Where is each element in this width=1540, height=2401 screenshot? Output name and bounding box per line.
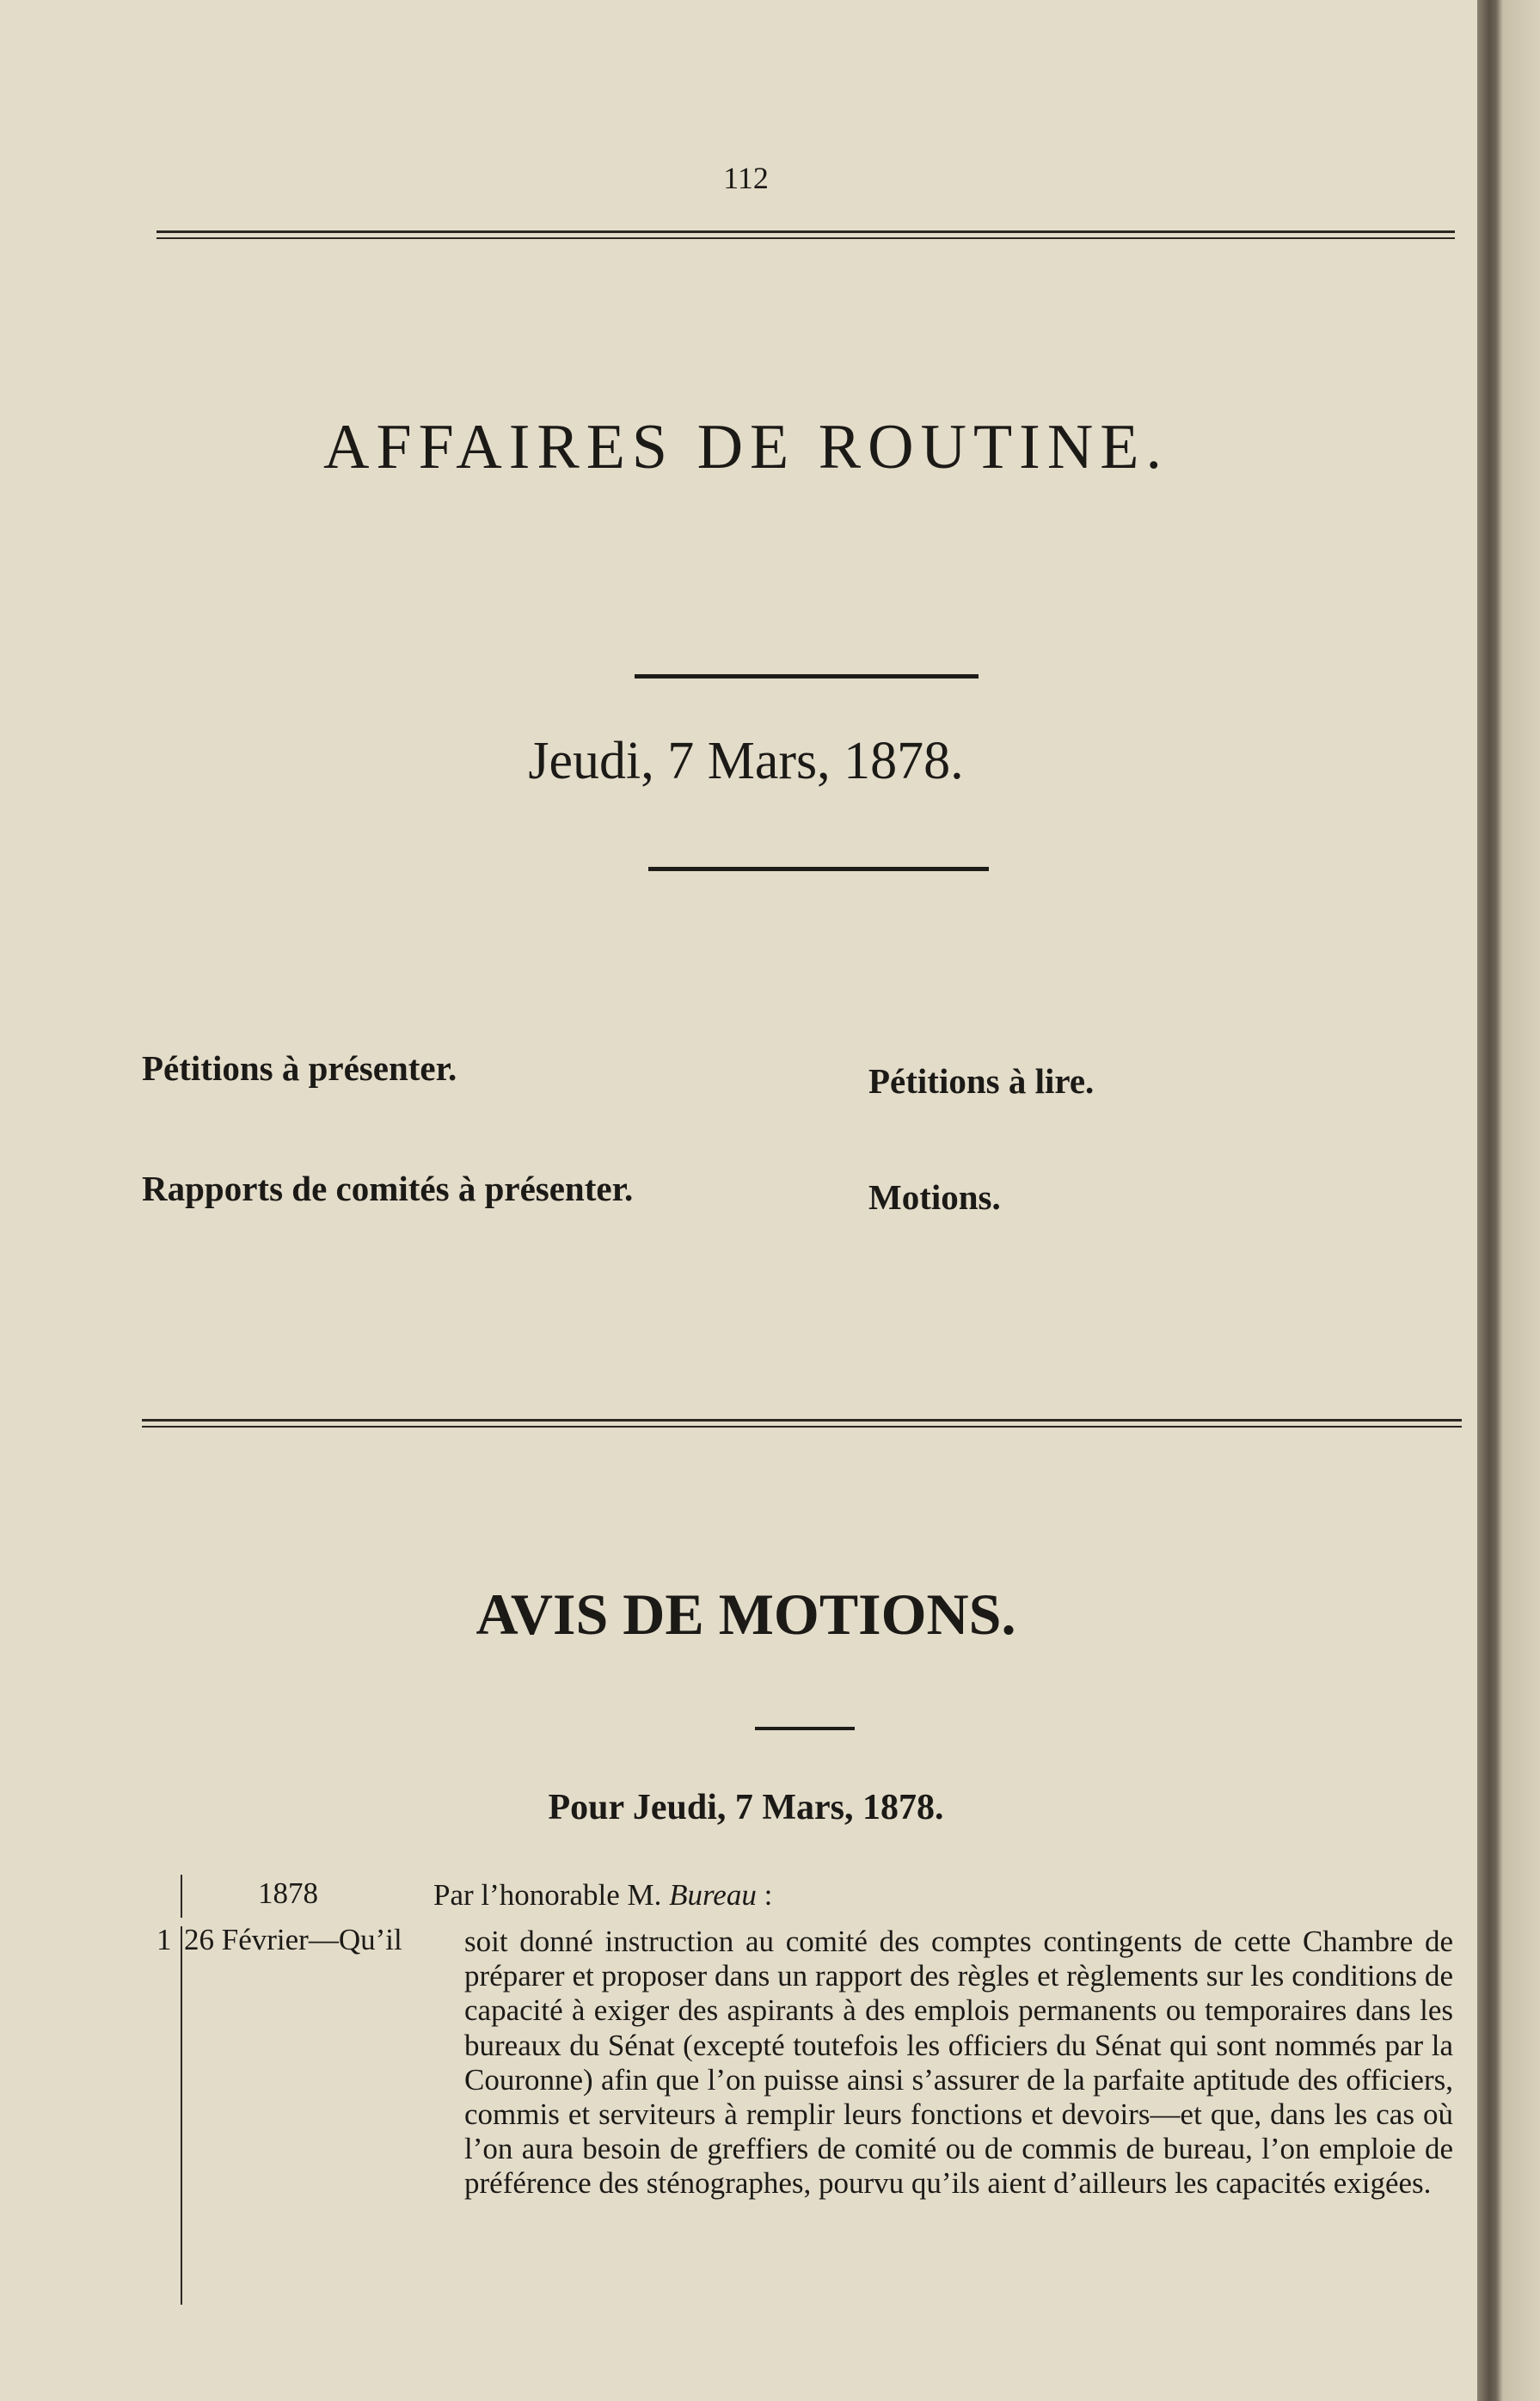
motion-text: soit donné instruction au comité des comptes contingents de cette Chambre de préparer et proposer dans un rapport des règles et règlements sur les conditions de capacité à exiger des aspirants à des emplois permanents ou temporaires dans les bureaux du Sénat (excepté toutefois les officiers du Sénat qui sont nommés par la Couronne) afin que l’on puisse ainsi s’assurer de la parfaite aptitude des officiers, commis et serviteurs à remplir leurs fonctions et devoirs—et que, dans les cas où l’on aura besoin de greffiers de comité ou de commis de bureau, l’on emploie de préférence des sténographes, pourvu qu’ils aient d’ailleurs les capacités exigées. xyxy=(464,1925,1453,2201)
margin-column-line xyxy=(181,1926,182,2305)
routine-item-petitions-presenter: Pétitions à présenter. xyxy=(142,1048,457,1088)
top-double-rule xyxy=(156,230,1455,233)
mover-name: Bureau xyxy=(669,1878,757,1912)
date-heading: Jeudi, 7 Mars, 1878. xyxy=(528,732,964,790)
divider-rule xyxy=(648,867,989,871)
motion-date: 26 Février—Qu’il xyxy=(184,1923,402,1956)
header-title: AFFAIRES DE ROUTINE. xyxy=(323,412,1169,482)
page-number: 112 xyxy=(723,161,769,195)
for-date-heading: Pour Jeudi, 7 Mars, 1878. xyxy=(548,1788,944,1827)
routine-item-petitions-lire: Pétitions à lire. xyxy=(868,1061,1095,1101)
motion-mover xyxy=(433,1878,772,1913)
margin-column-line xyxy=(181,1875,182,1918)
motion-number: 1 xyxy=(156,1923,172,1956)
section-double-rule xyxy=(142,1419,1462,1422)
mover-suffix: : xyxy=(756,1878,773,1912)
divider-rule xyxy=(635,674,979,679)
book-gutter xyxy=(1477,0,1540,2401)
mover-prefix: Par l’honorable M. xyxy=(433,1878,662,1912)
motion-year: 1878 xyxy=(258,1876,318,1910)
notices-title: AVIS DE MOTIONS. xyxy=(475,1581,1016,1647)
divider-rule xyxy=(755,1727,855,1730)
routine-item-motions: Motions. xyxy=(868,1177,1001,1217)
routine-item-rapports-comites: Rapports de comités à présenter. xyxy=(142,1169,634,1208)
